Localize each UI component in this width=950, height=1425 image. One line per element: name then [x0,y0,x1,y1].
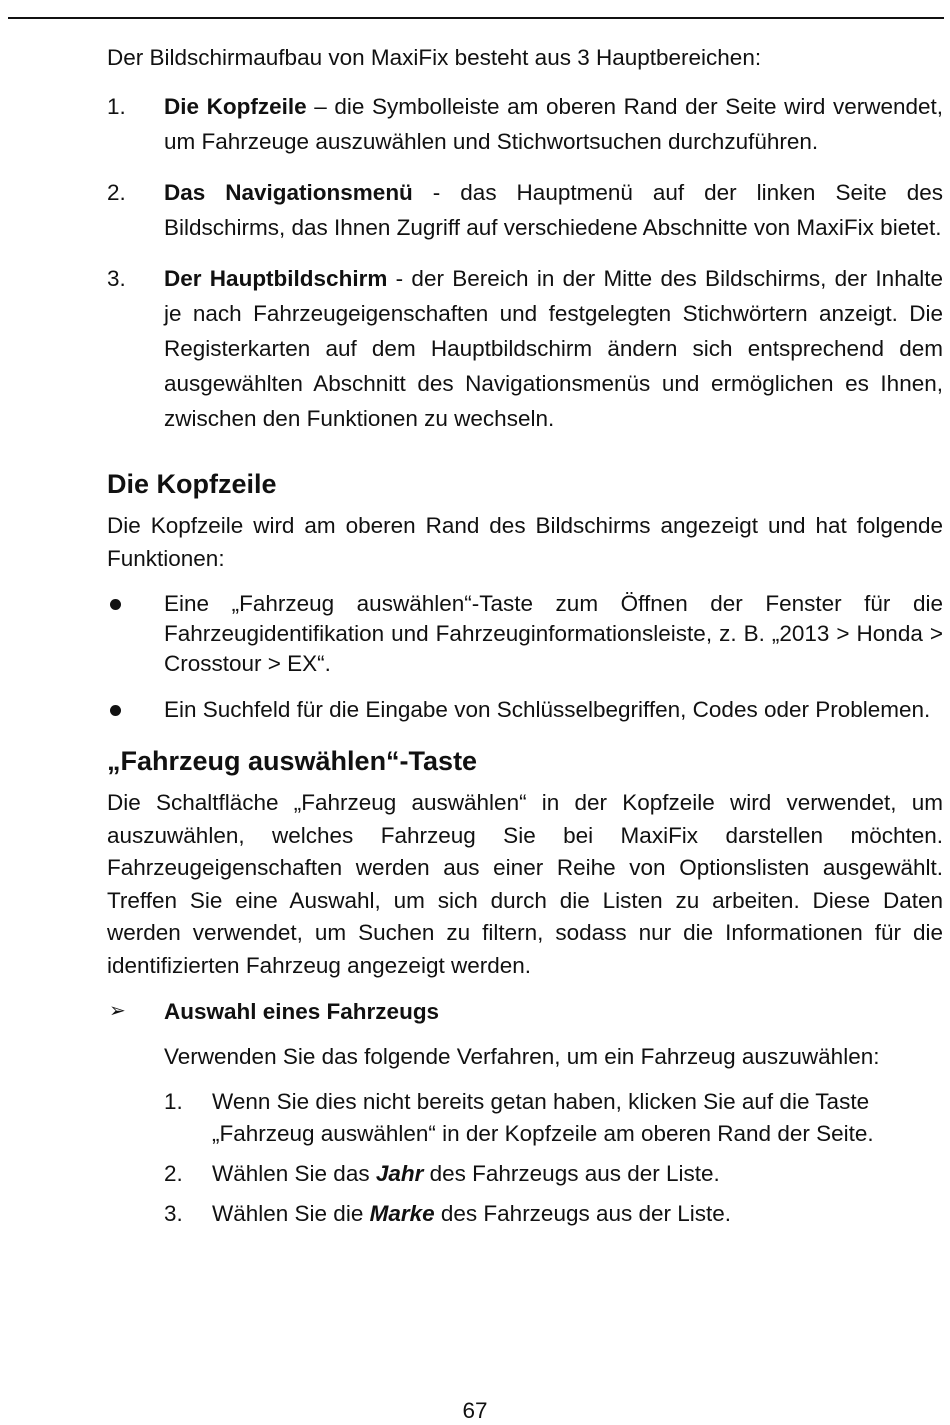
step-text: Wählen Sie die [212,1201,370,1226]
bullet-icon [110,705,121,716]
term-navigationsmenue: Das Navigationsmenü [164,180,413,205]
section-heading-kopfzeile: Die Kopfzeile [107,469,277,499]
taste-paragraph: Die Schaltfläche „Fahrzeug auswählen“ in der Kopfzeile wird verwendet, um auszuwählen, welches Fahrzeug Sie bei MaxiFix darstellen möchten. Fahrzeugeigenschaften werden aus einer Reihe von Optionslisten ausgewählt. Treffen Sie eine Auswahl, um sich durch die Listen zu arbeiten. Diese Daten werden verwendet, um Suchen zu filtern, sodass nur die Informationen für die identifizierten Fahrzeug angezeigt werden. [107,790,943,978]
bullet-text: Ein Suchfeld für die Eingabe von Schlüsselbegriffen, Codes oder Problemen. [164,697,931,722]
step-item [164,1158,943,1190]
list-item [107,89,943,159]
step-number: 2. [164,1161,183,1186]
step-text-after: des Fahrzeugs aus der Liste. [423,1161,720,1186]
list-item [107,261,943,436]
page-number: 67 [462,1398,488,1423]
list-number: 3. [107,266,126,291]
top-rule [8,17,944,19]
term-description: - das Hauptmenü auf der linken Seite des Bildschirms, das Ihnen Zugriff auf verschiedene Abschnitte von MaxiFix bietet. [164,180,943,240]
term-description: - der Bereich in der Mitte des Bildschirms, der Inhalte je nach Fahrzeugeigenschaften und festgelegten Stichwörtern anzeigt. Die Registerkarten auf dem Hauptbildschirm ändern sich entsprechend dem ausgewählten Abschnitt des Navigationsmenüs und ermöglichen es Ihnen, zwischen den Funktionen zu wechseln. [164,266,943,431]
procedure-heading [107,994,943,1029]
intro-paragraph: Der Bildschirmaufbau von MaxiFix besteht aus 3 Hauptbereichen: [107,45,762,70]
step-emphasis-jahr: Jahr [375,1161,424,1186]
step-item [164,1086,943,1150]
term-hauptbildschirm: Der Hauptbildschirm [164,266,388,291]
bullet-text: Eine „Fahrzeug auswählen“-Taste zum Öffnen der Fenster für die Fahrzeugidentifikation und Fahrzeuginformationsleiste, z. B. „2013 > Honda > Crosstour > EX“. [164,591,943,676]
term-kopfzeile: Die Kopfzeile [164,94,307,119]
kopfzeile-paragraph: Die Kopfzeile wird am oberen Rand des Bildschirms angezeigt und hat folgende Funktionen: [107,513,943,571]
step-item [164,1198,943,1230]
list-item [107,175,943,245]
arrow-bullet-icon: ➢ [109,1000,126,1022]
list-number: 2. [107,180,126,205]
step-number: 3. [164,1201,183,1226]
list-number: 1. [107,94,126,119]
bullet-icon [110,599,121,610]
list-item [107,589,943,679]
term-description: – die Symbolleiste am oberen Rand der Seite wird verwendet, um Fahrzeuge auszuwählen und Stichwortsuchen durchzuführen. [164,94,944,154]
areas-list [107,89,943,436]
procedure-intro: Verwenden Sie das folgende Verfahren, um ein Fahrzeug auszuwählen: [164,1044,880,1069]
procedure-steps [107,1086,943,1230]
list-item [107,695,943,725]
step-text: Wenn Sie dies nicht bereits getan haben, klicken Sie auf die Taste „Fahrzeug auswählen“ in der Kopfzeile am oberen Rand der Seite. [212,1089,874,1146]
step-emphasis-marke: Marke [369,1201,435,1226]
section-heading-taste: „Fahrzeug auswählen“-Taste [107,746,478,776]
procedure-title: Auswahl eines Fahrzeugs [164,999,440,1024]
document-page [107,40,943,1238]
step-text-after: des Fahrzeugs aus der Liste. [434,1201,732,1226]
step-text: Wählen Sie das [212,1161,376,1186]
step-number: 1. [164,1089,183,1114]
feature-list [107,589,943,725]
